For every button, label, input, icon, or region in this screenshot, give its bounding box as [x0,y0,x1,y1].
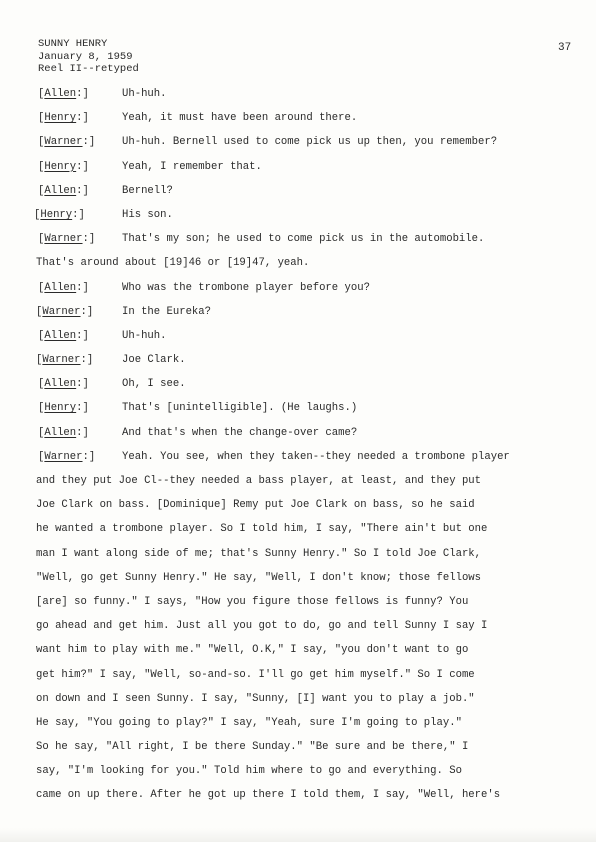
utterance-text: Oh, I see. [122,378,186,391]
transcript-line [0,300,596,324]
utterance-text: Bernell? [122,184,173,197]
speaker-name: Allen [44,281,77,294]
speaker-name: Allen [44,329,77,342]
speaker-name: Allen [44,426,77,439]
transcript-line [0,372,596,396]
speaker-label: [Allen:] [38,329,89,342]
utterance-text: In the Eureka? [122,305,212,318]
utterance-text: Uh-huh. [122,329,167,342]
transcript-body [0,82,596,808]
continuation-text: That's around about [19]46 or [19]47, yeah. [36,257,310,270]
speaker-label: [Warner:] [36,354,94,367]
continuation-text: on down and I seen Sunny. I say, "Sunny, [I] want you to play a job." [36,692,475,705]
continuation-text: "Well, go get Sunny Henry." He say, "Well, I don't know; those fellows [36,571,482,584]
speaker-name: Warner [44,450,83,463]
speaker-name: Warner [44,233,83,246]
continuation-text: came on up there. After he got up there I told them, I say, "Well, here's [36,789,501,802]
continuation-text: go ahead and get him. Just all you got to do, go and tell Sunny I say I [36,620,488,633]
transcript-line [0,614,596,638]
speaker-name: Henry [40,208,73,221]
continuation-text: get him?" I say, "Well, so-and-so. I'll go get him myself." So I come [36,668,475,681]
continuation-text: say, "I'm looking for you." Told him where to go and everything. So [36,765,462,778]
transcript-line [0,638,596,662]
transcript-line [0,663,596,687]
speaker-name: Warner [42,354,81,367]
transcript-line [0,130,596,154]
utterance-text: That's my son; he used to come pick us in the automobile. [122,233,485,246]
utterance-text: Yeah, it must have been around there. [122,112,358,125]
utterance-text: And that's when the change-over came? [122,426,358,439]
utterance-text: His son. [122,208,173,221]
transcript-line [0,227,596,251]
continuation-text: man I want along side of me; that's Sunny Henry." So I told Joe Clark, [36,547,482,560]
document-header [38,38,139,76]
speaker-label: [Allen:] [38,426,89,439]
speaker-label: [Henry:] [34,208,85,221]
continuation-text: So he say, "All right, I be there Sunday." "Be sure and be there," I [36,741,469,754]
transcript-line [0,517,596,541]
speaker-name: Allen [44,88,77,100]
transcript-line [0,324,596,348]
transcript-line [0,203,596,227]
transcript-line [0,493,596,517]
transcript-line [0,155,596,179]
transcript-line [0,759,596,783]
page-number: 37 [558,42,572,54]
transcript-line [0,735,596,759]
speaker-name: Henry [44,112,77,125]
utterance-text: Who was the trombone player before you? [122,281,370,294]
transcript-line [0,276,596,300]
speaker-name: Henry [44,402,77,415]
speaker-label: [Warner:] [36,305,94,318]
continuation-text: want him to play with me." "Well, O.K," I say, "you don't want to go [36,644,469,657]
transcript-line [0,687,596,711]
speaker-name: Allen [44,378,77,391]
utterance-text: Uh-huh. [122,88,167,100]
speaker-name: Allen [44,184,77,197]
speaker-label: [Henry:] [38,112,89,125]
transcript-line [0,251,596,275]
transcript-line [0,445,596,469]
speaker-label: [Allen:] [38,88,89,100]
utterance-text: Joe Clark. [122,354,186,367]
continuation-text: Joe Clark on bass. [Dominique] Remy put Joe Clark on bass, so he said [36,499,475,512]
speaker-label: [Warner:] [38,136,96,149]
reel-label: Reel II--retyped [38,63,139,75]
speaker-label: [Warner:] [38,450,96,463]
transcript-line [0,82,596,106]
interviewee-name: SUNNY HENRY [38,38,108,50]
speaker-label: [Allen:] [38,281,89,294]
utterance-text: That's [unintelligible]. (He laughs.) [122,402,358,415]
continuation-text: He say, "You going to play?" I say, "Yeah, sure I'm going to play." [36,716,462,729]
interview-date: January 8, 1959 [38,50,133,63]
transcript-line [0,421,596,445]
utterance-text: Yeah. You see, when they taken--they needed a trombone player [122,450,510,463]
transcript-line [0,179,596,203]
speaker-name: Henry [44,160,77,173]
continuation-text: he wanted a trombone player. So I told him, I say, "There ain't but one [36,523,488,536]
speaker-name: Warner [44,136,83,149]
utterance-text: Yeah, I remember that. [122,160,262,173]
page-edge [0,828,596,842]
speaker-name: Warner [42,305,81,318]
transcript-line [0,711,596,735]
continuation-text: and they put Joe Cl--they needed a bass player, at least, and they put [36,475,482,487]
transcript-line [0,566,596,590]
speaker-label: [Henry:] [38,160,89,173]
transcript-line [0,348,596,372]
transcript-line [0,106,596,130]
speaker-label: [Allen:] [38,378,89,391]
continuation-text: [are] so funny." I says, "How you figure those fellows is funny? You [36,595,469,608]
speaker-label: [Warner:] [38,233,96,246]
speaker-label: [Henry:] [38,402,89,415]
transcript-line [0,542,596,566]
transcript-line [0,783,596,807]
utterance-text: Uh-huh. Bernell used to come pick us up then, you remember? [122,136,498,149]
transcript-line [0,590,596,614]
speaker-label: [Allen:] [38,184,89,197]
transcript-line [0,469,596,493]
transcript-line [0,396,596,420]
